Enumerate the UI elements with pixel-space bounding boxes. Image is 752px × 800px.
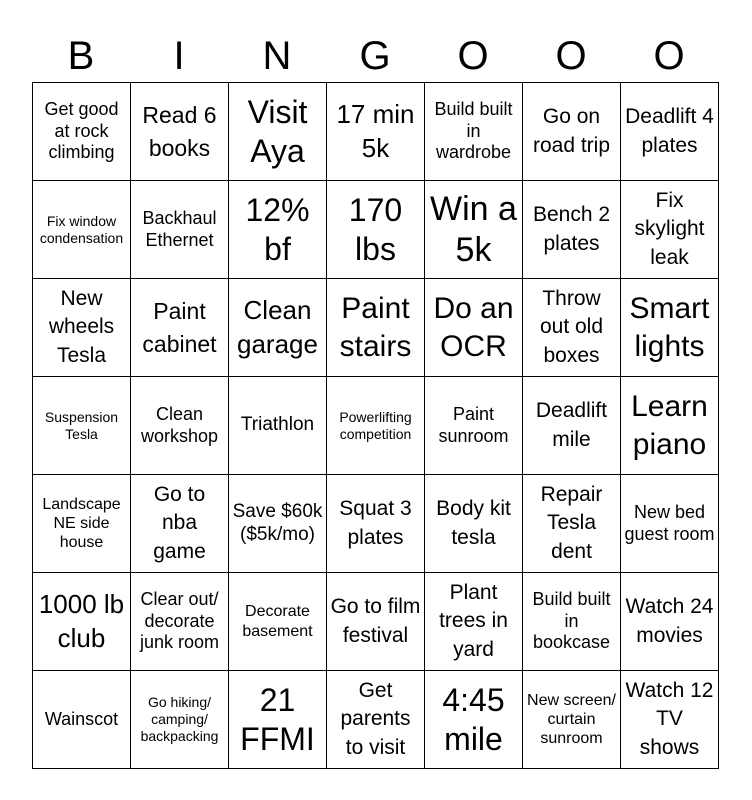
bingo-cell[interactable]: 21 FFMI bbox=[229, 671, 327, 769]
header-letter: N bbox=[262, 33, 292, 78]
bingo-cell[interactable]: 4:45 mile bbox=[425, 671, 523, 769]
bingo-cell[interactable]: Clear out/ decorate junk room bbox=[131, 573, 229, 671]
bingo-cell[interactable]: Clean workshop bbox=[131, 377, 229, 475]
bingo-cell[interactable]: 170 lbs bbox=[327, 181, 425, 279]
bingo-cell[interactable]: Watch 24 movies bbox=[621, 573, 719, 671]
bingo-cell[interactable]: Triathlon bbox=[229, 377, 327, 475]
bingo-cell[interactable]: Deadlift 4 plates bbox=[621, 83, 719, 181]
bingo-cell[interactable]: Watch 12 TV shows bbox=[621, 671, 719, 769]
bingo-cell[interactable]: Read 6 books bbox=[131, 83, 229, 181]
bingo-cell[interactable]: Do an OCR bbox=[425, 279, 523, 377]
bingo-cell[interactable]: Paint stairs bbox=[327, 279, 425, 377]
bingo-cell[interactable]: Go to nba game bbox=[131, 475, 229, 573]
header-letter: O bbox=[555, 33, 587, 78]
bingo-cell[interactable]: Go to film festival bbox=[327, 573, 425, 671]
bingo-cell[interactable]: Go hiking/ camping/ backpacking bbox=[131, 671, 229, 769]
bingo-cell[interactable]: Visit Aya bbox=[229, 83, 327, 181]
bingo-cell[interactable]: New screen/ curtain sunroom bbox=[523, 671, 621, 769]
bingo-cell[interactable]: Save $60k ($5k/mo) bbox=[229, 475, 327, 573]
bingo-header bbox=[32, 28, 718, 84]
bingo-cell[interactable]: 12% bf bbox=[229, 181, 327, 279]
header-letter: O bbox=[653, 33, 685, 78]
bingo-cell[interactable]: Build built in bookcase bbox=[523, 573, 621, 671]
bingo-cell[interactable]: Powerlifting competition bbox=[327, 377, 425, 475]
bingo-cell[interactable]: Paint sunroom bbox=[425, 377, 523, 475]
bingo-cell[interactable]: Squat 3 plates bbox=[327, 475, 425, 573]
bingo-cell[interactable]: Backhaul Ethernet bbox=[131, 181, 229, 279]
bingo-cell[interactable]: Get good at rock climbing bbox=[33, 83, 131, 181]
bingo-cell[interactable]: Bench 2 plates bbox=[523, 181, 621, 279]
bingo-grid bbox=[32, 82, 719, 769]
bingo-cell[interactable]: Decorate basement bbox=[229, 573, 327, 671]
bingo-cell[interactable]: Plant trees in yard bbox=[425, 573, 523, 671]
bingo-cell[interactable]: New wheels Tesla bbox=[33, 279, 131, 377]
bingo-cell[interactable]: Learn piano bbox=[621, 377, 719, 475]
bingo-cell[interactable]: Go on road trip bbox=[523, 83, 621, 181]
bingo-cell[interactable]: Body kit tesla bbox=[425, 475, 523, 573]
bingo-cell[interactable]: Throw out old boxes bbox=[523, 279, 621, 377]
bingo-cell[interactable]: Wainscot bbox=[33, 671, 131, 769]
bingo-cell[interactable]: Smart lights bbox=[621, 279, 719, 377]
header-letter: O bbox=[457, 33, 489, 78]
bingo-cell[interactable]: Repair Tesla dent bbox=[523, 475, 621, 573]
bingo-cell[interactable]: New bed guest room bbox=[621, 475, 719, 573]
bingo-cell[interactable]: Deadlift mile bbox=[523, 377, 621, 475]
bingo-cell[interactable]: Clean garage bbox=[229, 279, 327, 377]
bingo-cell[interactable]: Build built in wardrobe bbox=[425, 83, 523, 181]
header-letter: G bbox=[359, 33, 391, 78]
bingo-cell[interactable]: Fix skylight leak bbox=[621, 181, 719, 279]
bingo-cell[interactable]: Suspension Tesla bbox=[33, 377, 131, 475]
bingo-cell[interactable]: Fix window condensation bbox=[33, 181, 131, 279]
bingo-cell[interactable]: Win a 5k bbox=[425, 181, 523, 279]
header-letter: B bbox=[67, 33, 95, 78]
bingo-cell[interactable]: Paint cabinet bbox=[131, 279, 229, 377]
bingo-cell[interactable]: 17 min 5k bbox=[327, 83, 425, 181]
bingo-cell[interactable]: Landscape NE side house bbox=[33, 475, 131, 573]
header-letter: I bbox=[173, 33, 185, 78]
bingo-cell[interactable]: 1000 lb club bbox=[33, 573, 131, 671]
bingo-cell[interactable]: Get parents to visit bbox=[327, 671, 425, 769]
